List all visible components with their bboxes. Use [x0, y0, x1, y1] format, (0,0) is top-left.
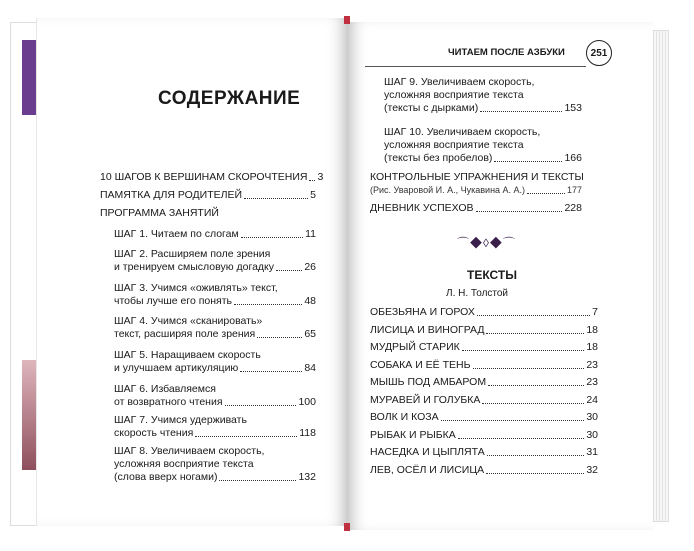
- toc-row: [370, 341, 598, 354]
- toc-page-number: 23: [586, 358, 598, 371]
- toc-row: [370, 394, 598, 407]
- toc-row: [100, 189, 316, 202]
- dot-leader: [458, 438, 585, 439]
- toc-row: [370, 184, 582, 197]
- author-name: Л. Н. Толстой: [446, 288, 509, 299]
- dot-leader: [476, 211, 563, 212]
- story-entry: [370, 324, 598, 337]
- dot-leader: [487, 455, 585, 456]
- toc-entry: [114, 445, 316, 484]
- toc-entry-title: ШАГ 9. Увеличиваем скорость,: [384, 76, 535, 88]
- toc-page-number: 31: [586, 446, 598, 458]
- story-entry: [370, 411, 598, 424]
- toc-row: [370, 376, 598, 389]
- toc-entry-title: ШАГ 5. Наращиваем скорость: [114, 349, 261, 361]
- story-entry: [370, 464, 598, 477]
- ornament-divider: ⌒◆◊◆⌒: [457, 236, 516, 250]
- section-title-texts: ТЕКСТЫ: [467, 268, 517, 282]
- toc-page-number: 18: [586, 341, 598, 353]
- toc-entry-title: ШАГ 7. Учимся удерживать: [114, 414, 247, 426]
- dot-leader: [219, 480, 296, 481]
- toc-entry: [100, 207, 316, 220]
- toc-entry-title: 10 ШАГОВ К ВЕРШИНАМ СКОРОЧТЕНИЯ: [100, 171, 308, 183]
- story-title: НАСЕДКА И ЦЫПЛЯТА: [370, 446, 485, 458]
- running-header: ЧИТАЕМ ПОСЛЕ АЗБУКИ: [448, 47, 565, 58]
- story-title: ОБЕЗЬЯНА И ГОРОХ: [370, 306, 475, 318]
- dot-leader: [486, 473, 584, 474]
- toc-entry-title: ДНЕВНИК УСПЕХОВ: [370, 202, 474, 214]
- toc-page-number: 30: [586, 428, 598, 441]
- story-entry: [370, 394, 598, 407]
- toc-entry: [384, 126, 582, 165]
- toc-entry-title: ШАГ 4. Учимся «сканировать»: [114, 315, 263, 327]
- page-title: СОДЕРЖАНИЕ: [158, 88, 301, 109]
- spine-bookmark-top: [344, 16, 350, 24]
- story-entry: [370, 341, 598, 354]
- story-entry: [370, 359, 598, 372]
- toc-page-number: 26: [304, 261, 316, 273]
- dot-leader: [195, 436, 297, 437]
- toc-page-number: 3: [317, 171, 324, 183]
- toc-row: [370, 306, 598, 319]
- toc-row: [384, 102, 582, 115]
- story-title: РЫБАК И РЫБКА: [370, 428, 456, 441]
- story-entry: [370, 376, 598, 389]
- story-title: СОБАКА И ЕЁ ТЕНЬ: [370, 358, 471, 371]
- page-number: 251: [586, 40, 612, 66]
- toc-row: [100, 171, 324, 184]
- toc-page-number: 65: [304, 328, 316, 340]
- toc-entry: [114, 414, 316, 440]
- toc-row: [114, 427, 316, 440]
- dot-leader: [234, 304, 302, 305]
- toc-entry: [114, 383, 316, 409]
- toc-entry: [370, 171, 582, 197]
- story-title: ВОЛК И КОЗА: [370, 411, 439, 423]
- toc-row: [370, 359, 598, 372]
- toc-row: [114, 328, 316, 341]
- toc-row: [100, 207, 316, 220]
- toc-entry-title: (тексты без пробелов): [384, 152, 493, 164]
- toc-entry-title: ШАГ 1. Читаем по слогам: [114, 228, 239, 240]
- toc-page-number: 32: [586, 463, 598, 476]
- toc-row: [370, 411, 598, 424]
- story-title: МЫШЬ ПОД АМБАРОМ: [370, 376, 487, 388]
- toc-entry-title: ШАГ 2. Расширяем поле зрения: [114, 248, 271, 260]
- spine-bookmark-bottom: [344, 523, 350, 531]
- toc-page-number: 166: [564, 152, 582, 164]
- dot-leader: [473, 368, 585, 369]
- dot-leader: [480, 111, 562, 112]
- story-title: ЛЕВ, ОСЁЛ И ЛИСИЦА: [370, 463, 485, 476]
- toc-entry: [114, 248, 316, 274]
- toc-page-number: 18: [586, 323, 598, 336]
- dot-leader: [257, 337, 302, 338]
- toc-page-number: 11: [305, 228, 316, 240]
- toc-page-number: 177: [566, 185, 582, 195]
- toc-entry-title: и тренируем смысловую догадку: [114, 261, 274, 273]
- toc-entry-title: КОНТРОЛЬНЫЕ УПРАЖНЕНИЯ И ТЕКСТЫ: [370, 171, 584, 183]
- toc-entry-title: чтобы лучше его понять: [114, 295, 232, 307]
- dot-leader: [527, 193, 565, 194]
- story-title: МУДРЫЙ СТАРИК: [370, 341, 460, 353]
- toc-page-number: 228: [564, 202, 582, 214]
- toc-entry: [100, 171, 324, 184]
- toc-entry-title: ШАГ 8. Увеличиваем скорость,: [114, 445, 265, 457]
- dot-leader: [482, 403, 584, 404]
- toc-page-number: 84: [304, 362, 316, 374]
- toc-row: [114, 396, 316, 409]
- story-entry: [370, 306, 598, 319]
- toc-entry: [100, 189, 316, 202]
- toc-entry: [114, 349, 316, 375]
- toc-row: [114, 261, 316, 274]
- toc-page-number: 7: [592, 306, 598, 318]
- toc-page-number: 118: [299, 427, 316, 439]
- story-title: МУРАВЕЙ И ГОЛУБКА: [370, 393, 481, 406]
- toc-entry-title: ШАГ 10. Увеличиваем скорость,: [384, 126, 541, 138]
- toc-page-number: 48: [304, 295, 316, 307]
- toc-entry-title: ШАГ 3. Учимся «оживлять» текст,: [114, 282, 278, 294]
- toc-page-number: 23: [586, 376, 598, 388]
- toc-entry-title: и улучшаем артикуляцию: [114, 362, 239, 374]
- toc-entry: [114, 315, 316, 341]
- toc-row: [370, 429, 598, 442]
- dot-leader: [225, 405, 297, 406]
- dot-leader: [240, 371, 302, 372]
- toc-row: [114, 362, 316, 375]
- header-rule: [365, 66, 586, 67]
- story-entry: [370, 446, 598, 459]
- story-entry: [370, 429, 598, 442]
- toc-entry: [384, 76, 582, 115]
- toc-entry-subtitle: (Рис. Уваровой И. А., Чукавина А. А.): [370, 185, 526, 195]
- toc-entry-title: от возвратного чтения: [114, 396, 223, 408]
- toc-page-number: 132: [298, 471, 316, 483]
- toc-entry-title: скорость чтения: [114, 427, 194, 439]
- toc-entry-title: текст, расширяя поле зрения: [114, 328, 256, 340]
- toc-row: [370, 446, 598, 459]
- toc-entry-title: усложняя восприятие текста: [384, 139, 524, 151]
- dot-leader: [441, 420, 585, 421]
- toc-row: [114, 228, 316, 241]
- dot-leader: [276, 270, 302, 271]
- toc-entry-title: ШАГ 6. Избавляемся: [114, 383, 216, 395]
- page-edges: [653, 30, 669, 522]
- toc-entry: [114, 282, 316, 308]
- toc-entry-title: (тексты с дырками): [384, 102, 479, 114]
- toc-row: [114, 295, 316, 308]
- dot-leader: [309, 180, 315, 181]
- dot-leader: [244, 198, 308, 199]
- toc-page-number: 5: [310, 189, 316, 201]
- toc-page-number: 100: [298, 396, 316, 408]
- toc-row: [114, 471, 316, 484]
- toc-page-number: 24: [586, 393, 598, 406]
- toc-page-number: 153: [564, 102, 582, 114]
- toc-entry: [370, 202, 582, 215]
- toc-entry-title: (слова вверх ногами): [114, 471, 218, 483]
- toc-entry: [114, 228, 316, 241]
- toc-entry-title: усложняя восприятие текста: [114, 458, 254, 470]
- toc-row: [370, 324, 598, 337]
- toc-row: [370, 464, 598, 477]
- toc-page-number: 30: [586, 411, 598, 423]
- story-title: ЛИСИЦА И ВИНОГРАД: [370, 323, 485, 336]
- toc-row: [370, 202, 582, 215]
- dot-leader: [241, 237, 303, 238]
- dot-leader: [494, 161, 562, 162]
- dot-leader: [477, 315, 590, 316]
- dot-leader: [488, 385, 584, 386]
- toc-entry-title: ПРОГРАММА ЗАНЯТИЙ: [100, 207, 219, 219]
- toc-entry-title: усложняя восприятие текста: [384, 89, 524, 101]
- toc-row: [384, 152, 582, 165]
- dot-leader: [486, 333, 584, 334]
- toc-entry-title: ПАМЯТКА ДЛЯ РОДИТЕЛЕЙ: [100, 189, 243, 201]
- dot-leader: [462, 350, 585, 351]
